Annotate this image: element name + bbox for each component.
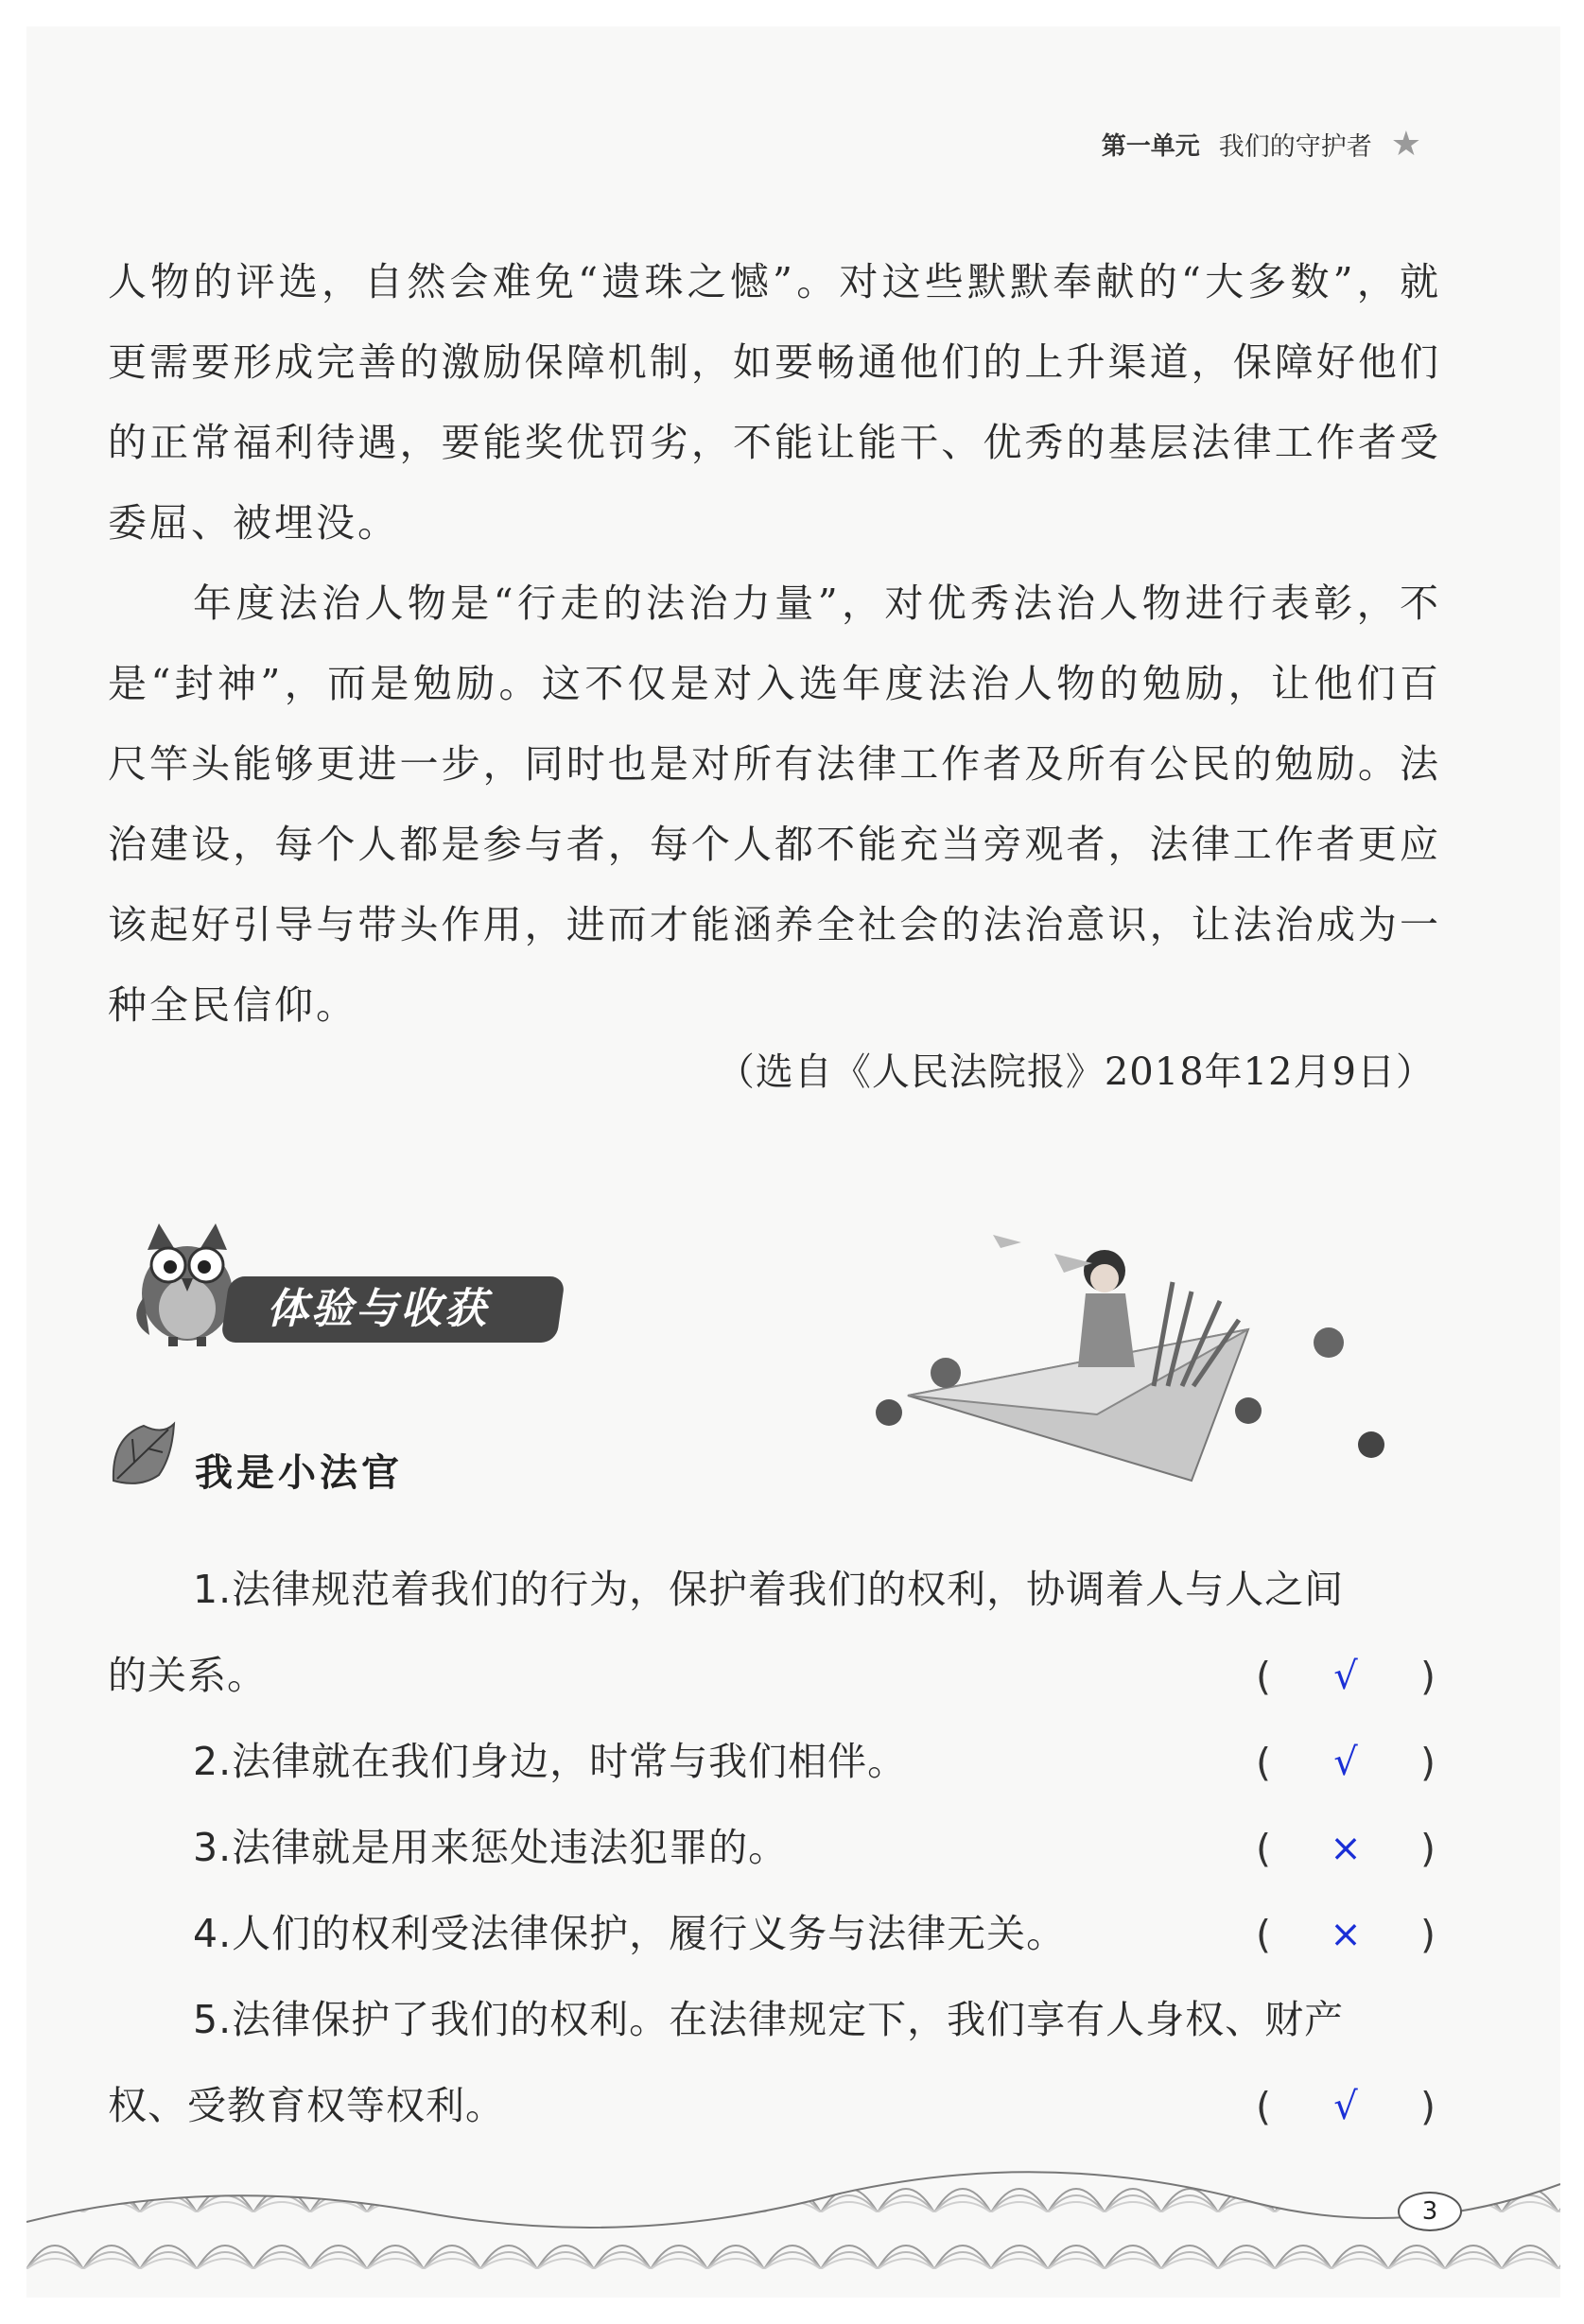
article-paragraph-2: 年度法治人物是“行走的法治力量”，对优秀法治人物进行表彰，不是“封神”，而是勉励。这不仅是对入选年度法治人物的勉励，让他们百尺竿头能够更进一步，同时也是对所有法律工作者及所有公民的勉励。法治建设，每个人都是参与者，每个人都不能充当旁观者，法律工作者更应该起好引导与带头作用，进而才能涵养全社会的法治意识，让法治成为一种全民信仰。 (108, 581, 1441, 1028)
question-text-continued: 权、受教育权等权利。 (108, 2083, 505, 2128)
answer-mark: × (1330, 1827, 1362, 1870)
wave-decoration (26, 2156, 1560, 2298)
answer-4 (1256, 1912, 1436, 1957)
answer-bracket-open: ( (1256, 2084, 1271, 2129)
question-text-continued: 的关系。 (108, 1653, 267, 1698)
unit-label: 第一单元 (1101, 132, 1200, 161)
answer-bracket-close: ) (1419, 1826, 1436, 1871)
answer-mark: × (1330, 1913, 1362, 1956)
leaf-icon (106, 1418, 185, 1498)
subsection-title: 我是小法官 (195, 1451, 403, 1495)
answer-bracket-close: ) (1420, 1654, 1436, 1699)
question-3 (108, 1805, 1441, 1891)
question-text: 5.法律保护了我们的权利。在法律规定下，我们享有人身权、财产 (193, 1997, 1345, 2042)
answer-bracket-open: ( (1256, 1654, 1271, 1699)
answer-mark: √ (1333, 1655, 1358, 1698)
question-2 (108, 1719, 1441, 1805)
answer-bracket-close: ) (1419, 1912, 1436, 1957)
article-paragraph-1: 人物的评选，自然会难免“遗珠之憾”。对这些默默奉献的“大多数”，就更需要形成完善的激励保障机制，如要畅通他们的上升渠道，保障好他们的正常福利待遇，要能奖优罚劣，不能让能干、优秀的基层法律工作者受委屈、被埋没。 (108, 259, 1441, 546)
question-5 (108, 1977, 1441, 2149)
question-text: 4.人们的权利受法律保护，履行义务与法律无关。 (193, 1911, 1067, 1956)
star-icon: ★ (1390, 125, 1421, 164)
answer-mark: √ (1333, 2085, 1358, 2128)
answer-3 (1256, 1826, 1436, 1871)
running-header (1102, 125, 1421, 164)
answer-mark: √ (1333, 1741, 1358, 1784)
answer-bracket-close: ) (1420, 1740, 1436, 1785)
girl-paper-plane-illustration (851, 1225, 1437, 1500)
answer-2 (1256, 1740, 1436, 1785)
answer-1 (1256, 1654, 1436, 1699)
question-text: 3.法律就是用来惩处违法犯罪的。 (193, 1825, 789, 1870)
question-4 (108, 1891, 1441, 1977)
answer-bracket-open: ( (1256, 1740, 1271, 1785)
section-banner-title: 体验与收获 (267, 1285, 489, 1333)
question-text: 2.法律就在我们身边，时常与我们相伴。 (193, 1739, 908, 1784)
answer-bracket-open: ( (1256, 1826, 1271, 1871)
question-1 (108, 1547, 1441, 1719)
question-text: 1.法律规范着我们的行为，保护着我们的权利，协调着人与人之间 (193, 1567, 1345, 1612)
answer-5 (1256, 2084, 1436, 2129)
page-number: 3 (1398, 2192, 1462, 2231)
unit-title: 我们的守护者 (1218, 132, 1372, 162)
answer-bracket-open: ( (1256, 1912, 1271, 1957)
article-source: （选自《人民法院报》2018年12月9日） (716, 1050, 1435, 1094)
answer-bracket-close: ) (1420, 2084, 1436, 2129)
